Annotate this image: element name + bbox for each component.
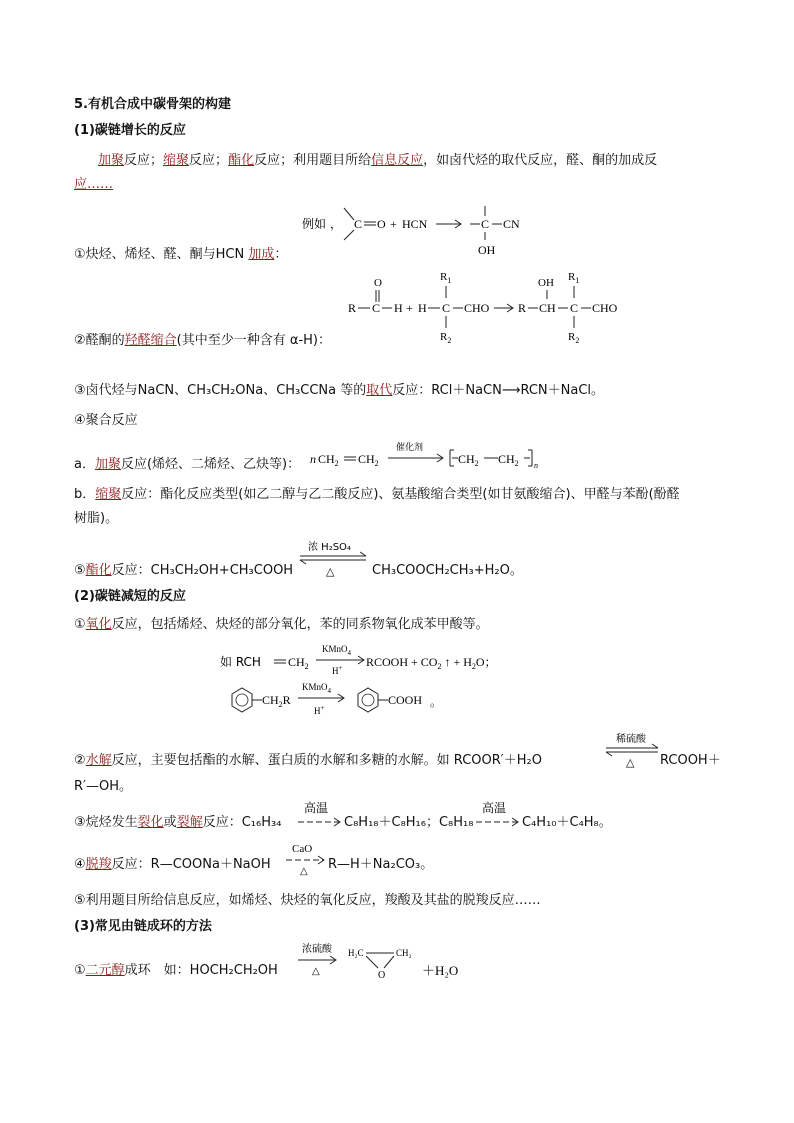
cracking-product-1: C₈H₁₈＋C₈H₁₆；C₈H₁₈: [344, 815, 474, 830]
text: b．: [74, 487, 96, 502]
oxygen-atom: O: [374, 277, 382, 289]
carbon-atom: C: [570, 301, 579, 315]
text: (其中至少一种含有 α-H)：: [176, 333, 331, 348]
condition-above: 浓 H₂SO₄: [308, 542, 351, 553]
oxygen-atom: O: [377, 217, 386, 231]
text: 反应；利用题目所给: [254, 153, 372, 168]
condition-below: △: [626, 757, 635, 769]
cyano-group: CN: [503, 217, 520, 231]
text: 应……: [74, 177, 114, 192]
text: ，如卤代烃的取代反应，醛、酮的加成反: [423, 153, 658, 168]
item-polymerization: ④聚合反应: [74, 413, 138, 428]
item-oxidation: [74, 616, 489, 634]
hydroxyl-group: OH: [538, 277, 554, 289]
keyword: 加聚: [98, 153, 125, 168]
text: 反应：CH₃CH₂OH+CH₃COOH: [111, 563, 294, 578]
r1-group: $R_1$: [568, 271, 580, 285]
keyword: 缩聚: [163, 153, 190, 168]
text: ①: [74, 617, 86, 632]
keyword: 裂化: [137, 815, 164, 830]
keyword: 脱羧: [85, 857, 112, 872]
r1-group: $R_1$: [440, 271, 452, 285]
text: 反应：RCl＋NaCN⟶RCN＋NaCl。: [392, 383, 605, 398]
keyword: 加聚: [94, 457, 121, 472]
product-text: RCOOH + $CO_2$ ↑ + $H_2O$；: [366, 655, 497, 671]
text: ④: [74, 857, 86, 872]
condition-above: CaO: [292, 843, 313, 855]
hydrogen-atom: H: [418, 301, 427, 315]
reagent-label: KMnO$_4$: [302, 682, 332, 695]
reagent-label: KMnO$_4$: [322, 644, 352, 657]
carbon-atom: C: [481, 217, 490, 231]
item-esterification: [74, 562, 293, 580]
keyword: 二元醇: [85, 963, 125, 978]
text: ①炔烃、烯烃、醛、酮与HCN: [74, 247, 249, 262]
hydrolysis-arrow: [604, 730, 660, 770]
text: 反应：酯化反应类型(如乙二醇与乙二酸反应)、氨基酸缩合类型(如甘氨酸缩合)、甲醛与苯酚(酚醛: [121, 487, 680, 502]
carbon-atom: C: [372, 301, 381, 315]
ch2-group: $CH_2$: [498, 452, 519, 468]
acid-label: H+: [314, 704, 325, 716]
condition-above: 高温: [482, 801, 507, 815]
r-group: R: [348, 301, 357, 315]
text: ③卤代烃与NaCN、CH₃CH₂ONa、CH₃CCNa 等的: [74, 383, 367, 398]
item-hydrolysis: [74, 752, 542, 770]
item-substitution: [74, 382, 604, 400]
ch2-group: $CH_2$: [458, 452, 479, 468]
ch2-group: $CH_2$: [288, 655, 309, 671]
hydroxyl-group: OH: [478, 243, 496, 257]
condition-above: 稀硫酸: [616, 734, 646, 745]
item-cracking: [74, 814, 281, 832]
n-subscript: n: [534, 461, 538, 470]
condition-below: △: [326, 566, 335, 578]
oxygen-atom: O: [378, 970, 386, 981]
comma: ，: [330, 217, 343, 231]
item-addition-polymerization: [74, 456, 300, 474]
hydrogen-atom: H: [394, 301, 403, 315]
subsection-title-chain-shortening: (2)碳链减短的反应: [74, 589, 186, 604]
text: ⑤: [74, 563, 86, 578]
aldehyde-group: CHO: [592, 301, 618, 315]
aldol-figure: [346, 268, 626, 346]
reagent-hcn: HCN: [402, 217, 428, 231]
item-aldol: [74, 332, 331, 350]
ch2-group: $CH_2$: [318, 452, 339, 468]
water-product: ＋H₂O: [422, 963, 459, 978]
text: ②: [74, 753, 86, 768]
item-condensation-polymerization: [74, 486, 680, 504]
ch-group: CH: [539, 301, 556, 315]
item-hcn-addition: [74, 246, 287, 264]
keyword: 羟醛缩合: [124, 333, 177, 348]
keyword: 酯化: [85, 563, 112, 578]
item-condensation-polymerization-cont: 树脂)。: [74, 511, 119, 526]
keyword: 酯化: [228, 153, 255, 168]
hcn-addition-figure: [300, 198, 540, 260]
keyword: 加成: [248, 247, 275, 262]
r2-group: $R_2$: [440, 331, 452, 345]
subsection-title-ring-formation: (3)常见由链成环的方法: [74, 919, 212, 934]
plus: +: [406, 301, 413, 315]
example-text: 如 RCH: [220, 655, 261, 669]
keyword: 裂解: [176, 815, 203, 830]
oxidation-figure: [218, 640, 518, 728]
text: 反应：C₁₆H₃₄: [202, 815, 282, 830]
aldehyde-group: CHO: [464, 301, 490, 315]
esterification-arrow: [298, 538, 370, 578]
carbon-atom: C: [442, 301, 451, 315]
cracking-arrow-1: [296, 800, 344, 830]
text: 反应，主要包括酯的水解、蛋白质的水解和多糖的水解。如 RCOOR′＋H₂O: [111, 753, 542, 768]
esterification-product: CH₃COOCH₂CH₃+H₂O。: [372, 563, 523, 578]
text: 反应，包括烯烃、炔烃的部分氧化，苯的同系物氧化成苯甲酸等。: [111, 617, 489, 632]
h2c-group: H₂C: [348, 948, 364, 958]
item-decarboxylation: [74, 856, 271, 874]
item-diol-ring: [74, 962, 278, 980]
ch2r-group: $CH_2R$: [262, 693, 291, 709]
keyword: 水解: [85, 753, 112, 768]
intro-paragraph: [98, 152, 657, 170]
plus: +: [390, 217, 397, 231]
acid-label: H+: [332, 664, 343, 676]
keyword: 缩聚: [95, 487, 122, 502]
keyword: 信息反应: [371, 153, 424, 168]
ring-formation-figure: [296, 940, 466, 986]
r2-group: $R_2$: [568, 331, 580, 345]
n-coefficient: n: [310, 452, 316, 466]
text: ③烷烃发生: [74, 815, 138, 830]
text: ②醛酮的: [74, 333, 125, 348]
condition-below: △: [300, 866, 308, 877]
keyword: 取代: [366, 383, 393, 398]
catalyst-label: 催化剂: [396, 443, 424, 453]
hydrolysis-product-cont: R′—OH。: [74, 779, 132, 794]
text: ①: [74, 963, 86, 978]
text: 成环 如：HOCH₂CH₂OH: [124, 963, 278, 978]
decarboxylation-arrow: [284, 840, 328, 880]
section-title: 5.有机合成中碳骨架的构建: [74, 97, 231, 112]
polymerization-equation: [308, 436, 558, 474]
item-other-reactions: ⑤利用题目所给信息反应，如烯烃、炔烃的氧化反应，羧酸及其盐的脱羧反应……: [74, 893, 541, 908]
decarboxylation-product: R—H＋Na₂CO₃。: [328, 857, 434, 872]
text: 反应(烯烃、二烯烃、乙炔等)：: [120, 457, 301, 472]
intro-paragraph-cont: [74, 176, 113, 194]
cracking-arrow-2: [474, 800, 522, 830]
condition-above: 高温: [304, 801, 329, 815]
text: 反应：R—COONa＋NaOH: [111, 857, 271, 872]
text: 或: [163, 815, 177, 830]
ch2-group: CH₂: [396, 948, 412, 958]
carboxyl-group: COOH: [388, 693, 423, 707]
cracking-product-2: C₄H₁₀＋C₄H₈。: [522, 815, 612, 830]
ch2-group: $CH_2$: [358, 452, 379, 468]
example-label: 例如: [302, 217, 327, 231]
condition-above: 浓硫酸: [302, 944, 332, 955]
text: 反应；: [189, 153, 229, 168]
text: 反应；: [124, 153, 164, 168]
r-group: R: [518, 301, 527, 315]
hydrolysis-product: RCOOH＋: [660, 753, 721, 768]
period: 。: [430, 695, 443, 709]
text: a．: [74, 457, 95, 472]
text: ：: [274, 247, 288, 262]
keyword: 氧化: [85, 617, 112, 632]
subsection-title-chain-growth: (1)碳链增长的反应: [74, 123, 186, 138]
carbon-atom: C: [354, 217, 363, 231]
condition-below: △: [312, 966, 320, 977]
